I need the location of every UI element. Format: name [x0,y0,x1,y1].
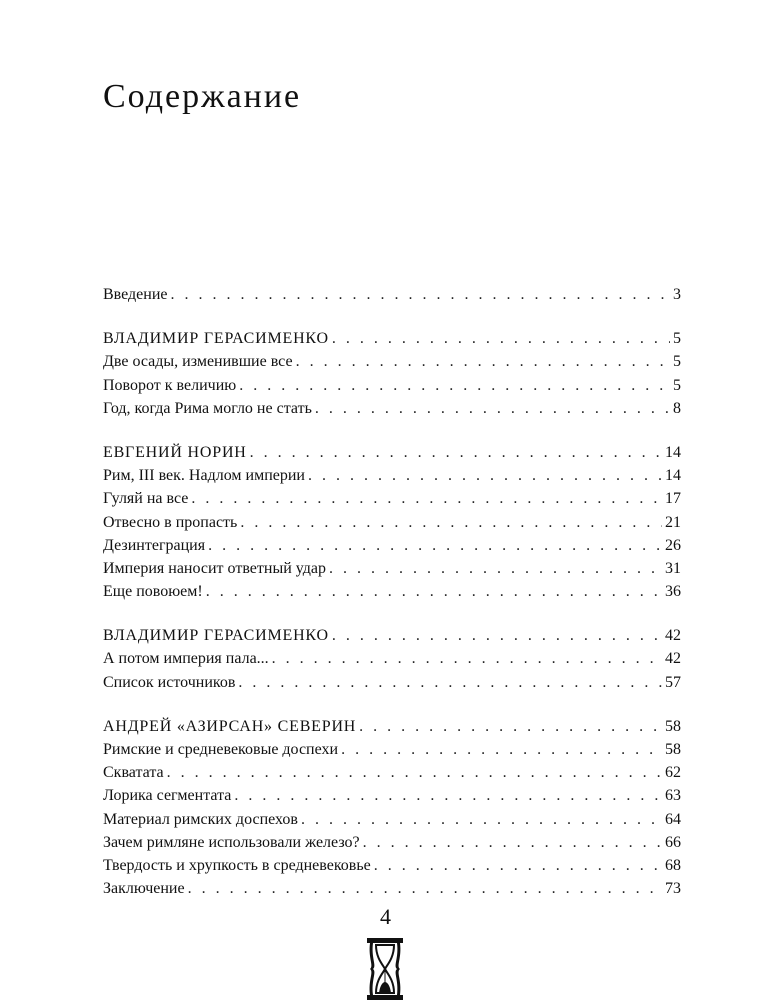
toc-entry-page: 68 [665,856,681,874]
toc-entry-label: Отвесно в пропасть [103,513,238,531]
toc-entry-page: 5 [673,353,681,371]
page-title: Содержание [103,78,302,115]
dot-leader [308,467,662,485]
toc-entry-page: 58 [665,717,681,735]
dot-leader [272,650,662,668]
toc-entry [103,560,681,583]
toc-entry-page: 8 [673,399,681,417]
toc-entry-label: Рим, III век. Надлом империи [103,467,305,485]
toc-entry-page: 5 [673,330,681,348]
toc-entry-page: 3 [673,286,681,303]
toc-entry-page: 73 [665,880,681,898]
toc-entry [103,650,681,673]
toc-entry-label: ВЛАДИМИР ГЕРАСИМЕНКО [103,627,329,645]
page-number: 4 [380,904,391,929]
toc-entry-label: Дезинтеграция [103,536,206,554]
toc-entry-label: Скватата [103,764,164,782]
toc-entry-label: Поворот к величию [103,376,237,394]
dot-leader [188,880,662,898]
dot-leader [359,718,662,736]
toc-entry-label: Империя наносит ответный удар [103,559,326,577]
dot-leader [341,741,662,759]
dot-leader [240,514,662,532]
toc-entry-label: Еще повоюем! [103,583,203,601]
toc-entry-label: Введение [103,286,168,303]
dot-leader [315,400,670,418]
toc-entry-page: 17 [665,490,681,508]
dot-leader [374,857,662,875]
dot-leader [167,764,662,782]
toc-entry [103,834,681,857]
toc-entry-page: 58 [665,741,681,758]
dot-leader [250,444,662,462]
toc-author-entry [103,718,681,741]
toc-entry-label: Материал римских доспехов [103,810,298,828]
toc-entry-label: Список источников [103,673,236,691]
toc-entry [103,857,681,880]
toc-entry [103,674,681,697]
toc-entry-page: 63 [665,787,681,805]
dot-leader [363,834,662,852]
toc-entry-page: 21 [665,513,681,531]
dot-leader [206,583,662,601]
toc-entry-page: 66 [665,833,681,851]
toc-entry-page: 14 [665,467,681,485]
section-gap [103,606,681,627]
toc-entry-page: 42 [665,650,681,668]
dot-leader [171,286,671,304]
toc-entry [103,400,681,423]
toc-entry [103,583,681,606]
toc-entry [103,787,681,810]
toc-author-entry [103,627,681,650]
toc-entry-page: 26 [665,536,681,554]
dot-leader [238,674,662,692]
toc-entry-label: Заключение [103,880,185,898]
dot-leader [208,537,662,555]
toc-entry-label: ВЛАДИМИР ГЕРАСИМЕНКО [103,330,329,348]
toc-entry [103,537,681,560]
toc-entry-label: АНДРЕЙ «АЗИРСАН» СЕВЕРИН [103,717,357,735]
toc-entry [103,353,681,376]
toc-entry [103,741,681,764]
hourglass-icon [366,938,404,1005]
dot-leader [296,353,670,371]
toc-entry-page: 62 [665,764,681,782]
toc-entry [103,490,681,513]
toc-entry [103,514,681,537]
toc-entry-label: Зачем римляне использовали железо? [103,833,360,851]
dot-leader [329,560,662,578]
section-gap [103,423,681,444]
toc-entry-page: 31 [665,559,681,577]
section-gap [103,309,681,330]
toc-entry-label: ЕВГЕНИЙ НОРИН [103,443,247,461]
dot-leader [191,490,662,508]
toc-entry [103,811,681,834]
toc-author-entry [103,330,681,353]
toc-entry-page: 36 [665,583,681,601]
toc-entry-label: Римские и средневековые доспехи [103,741,339,758]
toc-author-entry [103,444,681,467]
dot-leader [332,330,670,348]
section-gap [103,697,681,718]
dot-leader [234,787,662,805]
table-of-contents [103,286,681,903]
toc-entry-label: Лорика сегментата [103,787,232,805]
toc-entry-label: Две осады, изменившие все [103,353,293,371]
dot-leader [301,811,662,829]
toc-entry-label: Год, когда Рима могло не стать [103,399,312,417]
toc-entry-page: 5 [673,376,681,394]
toc-entry [103,467,681,490]
toc-entry [103,764,681,787]
toc-entry-label: А потом империя пала... [103,650,269,668]
toc-entry-page: 64 [665,810,681,828]
dot-leader [332,627,662,645]
dot-leader [239,377,670,395]
toc-entry-label: Твердость и хрупкость в средневековье [103,856,371,874]
toc-entry-page: 42 [665,627,681,645]
toc-entry-page: 14 [665,443,681,461]
toc-entry-label: Гуляй на все [103,490,189,508]
toc-entry [103,377,681,400]
toc-entry [103,286,681,309]
toc-entry [103,880,681,903]
toc-entry-page: 57 [665,673,681,691]
